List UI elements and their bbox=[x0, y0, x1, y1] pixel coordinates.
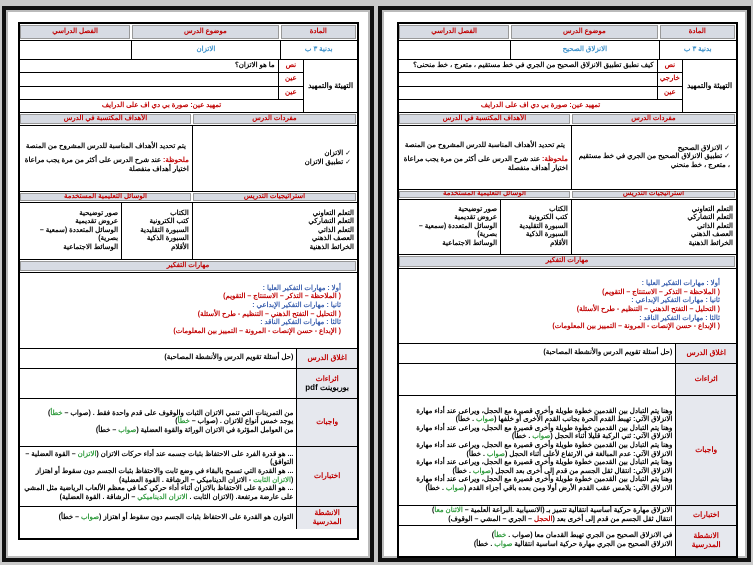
text-segment: التوازن هو القدرة على الاحتفاظ بثبات الجسم دون سقوط أو اهتزاز ( bbox=[99, 513, 294, 521]
text-segment: صواب bbox=[476, 416, 495, 424]
vocab-item: ✓ تطبيق الانزلاق الصحيح من الجري في خط مستقيم ، متعرج ، خط منحني bbox=[578, 153, 730, 170]
tool-item: الأقلام bbox=[171, 243, 189, 251]
text-segment: ... هو القدرة على الاحتفاظ بالاتزان أثناء أداء حركي كما في معظم الألعاب الرياضية مثل المشي على عارضة مرتفعة. (الاتزان الثابت . bbox=[24, 485, 294, 501]
activities-line bbox=[402, 541, 672, 550]
homework-line bbox=[402, 476, 672, 493]
tool-item: الوسائل المتعددة (سمعية – بصرية) bbox=[39, 226, 119, 243]
homework-content bbox=[399, 396, 675, 505]
text-segment: الاتزان الديناميكي bbox=[137, 493, 188, 501]
text-segment: ثالثا : مهارات التفكير الناقد : bbox=[260, 319, 341, 327]
strategy-item: التعلم التشاركي bbox=[308, 218, 354, 226]
intro-row-label: عين bbox=[278, 87, 303, 99]
tools-list-a bbox=[121, 203, 192, 259]
text-segment: . خطأ) bbox=[511, 433, 533, 441]
tool-item: الوسائط الاجتماعية bbox=[442, 239, 498, 247]
text-segment: ثانيا : مهارات التفكير الإبداعي : bbox=[631, 297, 720, 305]
text-segment: . خطأ) bbox=[455, 416, 477, 424]
text-segment: الاثنان معا bbox=[434, 506, 463, 514]
tests-line bbox=[23, 468, 293, 485]
text-segment: – خطأ) bbox=[95, 426, 119, 434]
header-row bbox=[20, 24, 357, 41]
objectives-header-row bbox=[20, 113, 357, 126]
goals-header: الأهداف المكتسبة في الدرس bbox=[20, 113, 192, 125]
tests-label: اختبارات bbox=[675, 506, 736, 525]
closing-row bbox=[20, 349, 357, 369]
tool-item: كتب الكترونية bbox=[528, 214, 568, 222]
vocab-list bbox=[192, 126, 357, 191]
text-segment: انتقال ثقل الجسم من قدم إلى أخرى بعد ( bbox=[552, 515, 673, 523]
lesson-plan-page-right bbox=[378, 6, 751, 562]
intro-block bbox=[399, 60, 736, 113]
thinking-line bbox=[36, 293, 341, 302]
tools-header: الوسائل التعليمية المستخدمة bbox=[399, 190, 571, 199]
text-segment: ( التحليل – التفتح الذهني – التنظيم - طرح الأسئلة) bbox=[197, 310, 341, 318]
thinking-line bbox=[36, 319, 341, 328]
column-header: الفصل الدراسي bbox=[399, 24, 510, 40]
activities-label: الانشطة المدرسية bbox=[675, 526, 736, 556]
text-segment: خطأ bbox=[494, 532, 507, 540]
text-segment: الاتزان bbox=[77, 450, 97, 458]
thinking-line bbox=[415, 315, 720, 324]
tool-item: الأقلام bbox=[550, 239, 568, 247]
homework-content bbox=[20, 399, 296, 446]
text-segment: ثالثا : مهارات التفكير الناقد : bbox=[639, 314, 720, 322]
strategies-row bbox=[399, 200, 736, 255]
text-segment: وهنا يتم التبادل بين القدمين خطوة طويلة وأخرى قصيرة مع الحجل، ويراعى عند أداء مهارة الانزلاق الآتي: انتقال ثقل الجسم من قدم إلى أخرى بعد الحجل ( bbox=[416, 459, 673, 475]
text-segment: . خطأ) bbox=[466, 450, 487, 458]
header-value bbox=[399, 41, 510, 59]
tools-list-a bbox=[500, 200, 571, 254]
intro-row-text bbox=[20, 73, 278, 86]
intro-row bbox=[399, 60, 682, 73]
thinking-line bbox=[36, 302, 341, 311]
strategies-header: استراتيجيات التدريس bbox=[192, 192, 357, 202]
intro-label: التهيئة والتمهيد bbox=[303, 60, 357, 112]
goals-header: الأهداف المكتسبة في الدرس bbox=[399, 113, 571, 125]
header-value: الانزلاق الصحيح bbox=[510, 41, 658, 59]
homework-line bbox=[23, 427, 293, 436]
strategies-row bbox=[20, 203, 357, 260]
intro-row-text: ما هو الاتزان؟ bbox=[234, 61, 275, 69]
intro-note: تمهيد عين: صورة بي دي اف على الدرايف bbox=[480, 101, 601, 109]
header-value: بدنية ٣ ب bbox=[659, 41, 737, 59]
intro-row bbox=[20, 60, 303, 73]
text-segment: صواب bbox=[80, 513, 100, 521]
activities-line bbox=[23, 514, 293, 523]
text-segment: ثانيا : مهارات التفكير الإبداعي : bbox=[252, 301, 341, 309]
thinking-header: مهارات التفكير bbox=[20, 260, 357, 272]
intro-row bbox=[20, 73, 303, 87]
tool-item: صور توضيحية bbox=[458, 205, 498, 213]
closing-label: اغلاق الدرس bbox=[675, 344, 736, 363]
lesson-plan-table bbox=[397, 22, 738, 558]
closing-text: (حل أسئلة تقويم الدرس والأنشطة المصاحبة) bbox=[164, 354, 294, 362]
tests-row bbox=[20, 447, 357, 507]
strategy-item: التعلم التعاوني bbox=[691, 205, 733, 213]
enrichment-row bbox=[399, 364, 736, 396]
tests-line bbox=[23, 485, 293, 502]
text-segment: ) bbox=[432, 506, 435, 514]
text-segment: ( الملاحظة – التذكر – الاستنتاج – التقويم) bbox=[223, 293, 341, 301]
intro-note-row bbox=[399, 100, 682, 112]
intro-label: التهيئة والتمهيد bbox=[682, 60, 736, 112]
note-label: ملحوظة: bbox=[161, 157, 189, 165]
text-segment: . خطأ) bbox=[425, 484, 446, 492]
tool-item: السبورة الذكية bbox=[525, 231, 568, 239]
strategy-item: التعلم التعاوني bbox=[312, 209, 354, 217]
tool-item: صور توضيحية bbox=[79, 209, 119, 217]
homework-label: واجبات bbox=[296, 399, 357, 446]
text-segment: خطأ bbox=[50, 409, 63, 417]
objectives-header-row bbox=[399, 113, 736, 126]
intro-content bbox=[20, 60, 303, 112]
activities-content bbox=[399, 526, 675, 556]
homework-line bbox=[402, 459, 672, 476]
note-line bbox=[23, 157, 189, 174]
tools-list-b bbox=[20, 203, 121, 259]
text-segment: الانزلاق الصحيح من الجري مهارة حركية اساسية انتقالية bbox=[512, 541, 673, 548]
goals-text: يتم تحديد الأهداف المناسبة للدرس المشروح من المنصة bbox=[404, 141, 565, 149]
intro-row bbox=[399, 73, 682, 87]
tests-line bbox=[23, 451, 293, 468]
text-segment: – الرشاقة . القوة العضلية) bbox=[59, 493, 138, 501]
strategies-header-row bbox=[20, 192, 357, 203]
thinking-line bbox=[36, 311, 341, 320]
thinking-row bbox=[399, 269, 736, 344]
header-value: الاتزان bbox=[131, 41, 279, 59]
text-segment: ... هو قدرة الفرد على الاحتفاظ بثبات جسمه عند أداء حركات الاتزان ( bbox=[96, 450, 294, 458]
intro-row-label: عين bbox=[278, 73, 303, 86]
text-segment: الاتزان الثابت bbox=[253, 476, 291, 484]
text-segment: ) bbox=[48, 409, 51, 417]
intro-content bbox=[399, 60, 682, 112]
tests-label: اختبارات bbox=[296, 447, 357, 506]
note-text: عند شرح الدرس على أكثر من مرة يجب مراعاة اختيار أهداف منفصلة bbox=[403, 156, 568, 172]
intro-row-label: عين bbox=[657, 87, 682, 99]
text-segment: ) bbox=[175, 418, 178, 426]
tests-line bbox=[402, 516, 672, 525]
strategy-item: التعلم الذاتي bbox=[697, 222, 733, 230]
strategy-item: العصف الذهني bbox=[690, 231, 733, 239]
intro-note-row bbox=[20, 100, 303, 112]
tool-item: كتب الكترونية bbox=[149, 218, 189, 226]
activities-content bbox=[20, 507, 296, 529]
column-header: المادة bbox=[659, 24, 737, 40]
text-segment: أولا : مهارات التفكير العليا : bbox=[262, 284, 341, 292]
goals-content bbox=[20, 126, 192, 191]
intro-row-label: خارجي bbox=[657, 73, 682, 86]
tool-item: عروض تقديمية bbox=[454, 214, 498, 222]
column-header: موضوع الدرس bbox=[510, 24, 658, 40]
text-segment: وهنا يتم التبادل بين القدمين خطوة طويلة وأخرى قصيرة مع الحجل، ويراعى عند أداء مهارة الانزلاق الآتي: ثني الركبة قليلا أثناء الحجل ( bbox=[416, 424, 673, 441]
lesson-plan-table bbox=[18, 22, 359, 540]
thinking-skills bbox=[399, 269, 736, 343]
text-segment: صواب bbox=[532, 433, 551, 441]
enrichment-label bbox=[675, 364, 736, 395]
column-header: موضوع الدرس bbox=[131, 24, 279, 40]
intro-row-text: كيف نطبق تطبيق الانزلاق الصحيح من الجري في خط مستقيم ، متعرج ، خط منحنى؟ bbox=[413, 61, 654, 69]
header-value bbox=[20, 41, 131, 59]
intro-block bbox=[20, 60, 357, 113]
header-row bbox=[399, 24, 736, 41]
tool-item: الوسائط الاجتماعية bbox=[63, 243, 119, 251]
text-segment: صواب bbox=[472, 467, 491, 475]
column-header: الفصل الدراسي bbox=[20, 24, 131, 40]
text-segment: صواب bbox=[494, 541, 513, 548]
tool-item: الكتاب bbox=[549, 205, 568, 213]
homework-label: واجبات bbox=[675, 396, 736, 505]
tool-item: الكتاب bbox=[170, 209, 189, 217]
enrichment-format: بوربوينت pdf bbox=[305, 382, 350, 392]
text-segment: خطأ bbox=[177, 418, 190, 426]
tests-row bbox=[399, 506, 736, 526]
vocab-header: مفردات الدرس bbox=[192, 113, 357, 125]
strategies-header: استراتيجيات التدريس bbox=[571, 190, 736, 199]
note-label: ملحوظة: bbox=[540, 156, 568, 164]
enrichment-text bbox=[20, 369, 296, 398]
strategies-list bbox=[571, 200, 736, 254]
tests-content bbox=[399, 506, 675, 525]
closing-text: (حل أسئلة تقويم الدرس والأنشطة المصاحبة) bbox=[543, 349, 673, 357]
text-segment: ( التحليل – التفتح الذهني – التنظيم - طرح الأسئلة) bbox=[576, 306, 720, 313]
text-segment: وهنا يتم التبادل بين القدمين خطوة طويلة وأخرى قصيرة مع الحجل، ويراعى عند أداء مهارة الانزلاق الآتي: عدم المبالغة في الارتفاع لأعلى أثناء الحجل ( bbox=[416, 441, 673, 458]
enrichment-text bbox=[399, 364, 675, 395]
strategies-header-row bbox=[399, 190, 736, 200]
strategy-item: التعلم الذاتي bbox=[318, 226, 354, 234]
activities-label: الانشطة المدرسية bbox=[296, 507, 357, 529]
note-line bbox=[402, 156, 568, 173]
thinking-line bbox=[415, 280, 720, 289]
thinking-line bbox=[415, 323, 720, 332]
vocab-header: مفردات الدرس bbox=[571, 113, 736, 125]
text-segment: يوجد خمس أنواع للاتزان . (صواب – bbox=[189, 418, 294, 426]
thinking-header-row bbox=[399, 255, 736, 269]
text-segment: ( الإبداع - حسن الإنصات - المرونة – التمييز بين المعلومات) bbox=[552, 323, 720, 331]
text-segment: أولا : مهارات التفكير العليا : bbox=[641, 280, 720, 288]
enrichment-row bbox=[20, 369, 357, 399]
tests-line bbox=[402, 507, 672, 516]
objectives-row bbox=[399, 126, 736, 190]
text-segment: - الاتزان الديناميكي – الرشاقة . القوة العضلية) bbox=[119, 476, 254, 484]
intro-row-text bbox=[20, 87, 278, 99]
homework-line bbox=[402, 442, 672, 459]
values-row bbox=[399, 41, 736, 60]
text-segment: الانزلاق مهارة حركية أساسية انتقالية تتميز بـ (الانسيابية .البراعة العلمية – bbox=[462, 506, 673, 514]
activities-row bbox=[399, 526, 736, 556]
tool-item: السبورة التقليدية bbox=[519, 222, 568, 230]
strategy-item: الخرائط الذهنية bbox=[688, 239, 733, 247]
vocab-item: ✓ الاتزان bbox=[199, 150, 351, 159]
tool-item: السبورة التقليدية bbox=[140, 226, 189, 234]
enrichment-label-text: اثراءات bbox=[694, 374, 718, 384]
text-segment: صواب bbox=[118, 426, 137, 434]
homework-line bbox=[402, 425, 672, 442]
homework-line bbox=[402, 408, 672, 425]
homework-line bbox=[23, 410, 293, 419]
column-header: المادة bbox=[280, 24, 358, 40]
lesson-plan-page-left bbox=[2, 6, 374, 562]
goals-content bbox=[399, 126, 571, 189]
thinking-skills bbox=[20, 273, 357, 348]
text-segment: الحجل bbox=[534, 515, 553, 523]
text-segment: ... هو القدرة التي تسمح بالبقاء في وضع ثابت والاحتفاظ بثبات الجسم دون سقوط أو اهتزاز ( bbox=[35, 467, 294, 484]
strategy-item: التعلم التشاركي bbox=[687, 214, 733, 222]
thinking-row bbox=[20, 273, 357, 349]
objectives-row bbox=[20, 126, 357, 192]
intro-note: تمهيد عين: صورة بي دي اف على الدرايف bbox=[101, 101, 222, 109]
text-segment: ( الملاحظة – التذكر – الاستنتاج – التقويم) bbox=[602, 288, 720, 296]
tool-item: عروض تقديمية bbox=[75, 218, 119, 226]
text-segment: صواب bbox=[486, 450, 505, 458]
intro-row-text bbox=[399, 73, 657, 86]
text-segment: صواب bbox=[445, 484, 464, 492]
thinking-line bbox=[415, 297, 720, 306]
note-text: عند شرح الدرس على أكثر من مرة يجب مراعاة اختيار أهداف منفصلة bbox=[24, 157, 189, 173]
text-segment: وهنا يتم التبادل بين القدمين خطوة طويلة وأخرى قصيرة مع الحجل، ويراعى عند أداء مهارة الانزلاق الآتي: تهبط القدم الحرة بجانب القدم الأخرى أو خلفها ( bbox=[416, 407, 673, 424]
homework-row bbox=[20, 399, 357, 447]
intro-row-label: نص bbox=[278, 60, 303, 72]
values-row bbox=[20, 41, 357, 60]
text-segment: في الانزلاق الصحيح من الجري تهبط القدمان معا (صواب . bbox=[506, 532, 673, 540]
text-segment: ) bbox=[491, 532, 495, 540]
enrichment-label bbox=[296, 369, 357, 398]
text-segment: – الجري – المشي – الوقوف) bbox=[448, 515, 535, 523]
vocab-item: ✓ الانزلاق الصحيح bbox=[578, 145, 730, 154]
thinking-header: مهارات التفكير bbox=[399, 255, 736, 268]
text-segment: من التمرينات التي تنمي الاتزان الثبات والوقوف على قدم واحدة فقط . (صواب – bbox=[62, 409, 294, 417]
tool-item: الوسائل المتعددة (سمعية – بصرية) bbox=[418, 222, 498, 239]
text-segment: . خطأ) bbox=[452, 467, 473, 475]
homework-line bbox=[23, 418, 293, 427]
intro-row bbox=[399, 87, 682, 100]
strategies-list bbox=[192, 203, 357, 259]
tools-list-b bbox=[399, 200, 500, 254]
thinking-line bbox=[415, 306, 720, 315]
strategy-item: العصف الذهني bbox=[311, 235, 354, 243]
goals-text: يتم تحديد الأهداف المناسبة للدرس المشروح من المنصة bbox=[25, 142, 186, 150]
text-segment: من العوامل المؤثرة في الاتزان الوراثة والقوة العضلية ( bbox=[136, 426, 294, 434]
vocab-list bbox=[571, 126, 736, 189]
tools-header: الوسائل التعليمية المستخدمة bbox=[20, 192, 192, 202]
text-segment: – خطأ) bbox=[58, 513, 81, 521]
homework-row bbox=[399, 396, 736, 506]
intro-row-text bbox=[399, 87, 657, 99]
text-segment: . خطأ) bbox=[473, 541, 495, 548]
intro-row bbox=[20, 87, 303, 100]
header-value: بدنية ٣ ب bbox=[280, 41, 358, 59]
text-segment: – القوة العضلية – التوافق) bbox=[25, 450, 294, 467]
strategy-item: الخرائط الذهنية bbox=[309, 243, 354, 251]
enrichment-label-text: اثراءات bbox=[315, 373, 339, 383]
activities-line bbox=[402, 532, 672, 541]
vocab-item: ✓ تطبيق الاتزان bbox=[199, 159, 351, 168]
intro-row-label: نص bbox=[657, 60, 682, 72]
text-segment: ( الإبداع - حسن الإنصات - المرونة – التمييز بين المعلومات) bbox=[173, 327, 341, 335]
tests-content bbox=[20, 447, 296, 506]
closing-row bbox=[399, 344, 736, 364]
tool-item: السبورة الذكية bbox=[146, 235, 189, 243]
closing-label: اغلاق الدرس bbox=[296, 349, 357, 368]
thinking-header-row bbox=[20, 260, 357, 273]
thinking-line bbox=[36, 328, 341, 337]
text-segment: وهنا يتم التبادل بين القدمين خطوة طويلة وأخرى قصيرة مع الحجل، ويراعى عند أداء مهارة الانزلاق الآتي: يلامس عقب القدم الأرض أولا ومن بعده باقي أجزاء القدم ( bbox=[416, 476, 673, 492]
activities-row bbox=[20, 507, 357, 529]
